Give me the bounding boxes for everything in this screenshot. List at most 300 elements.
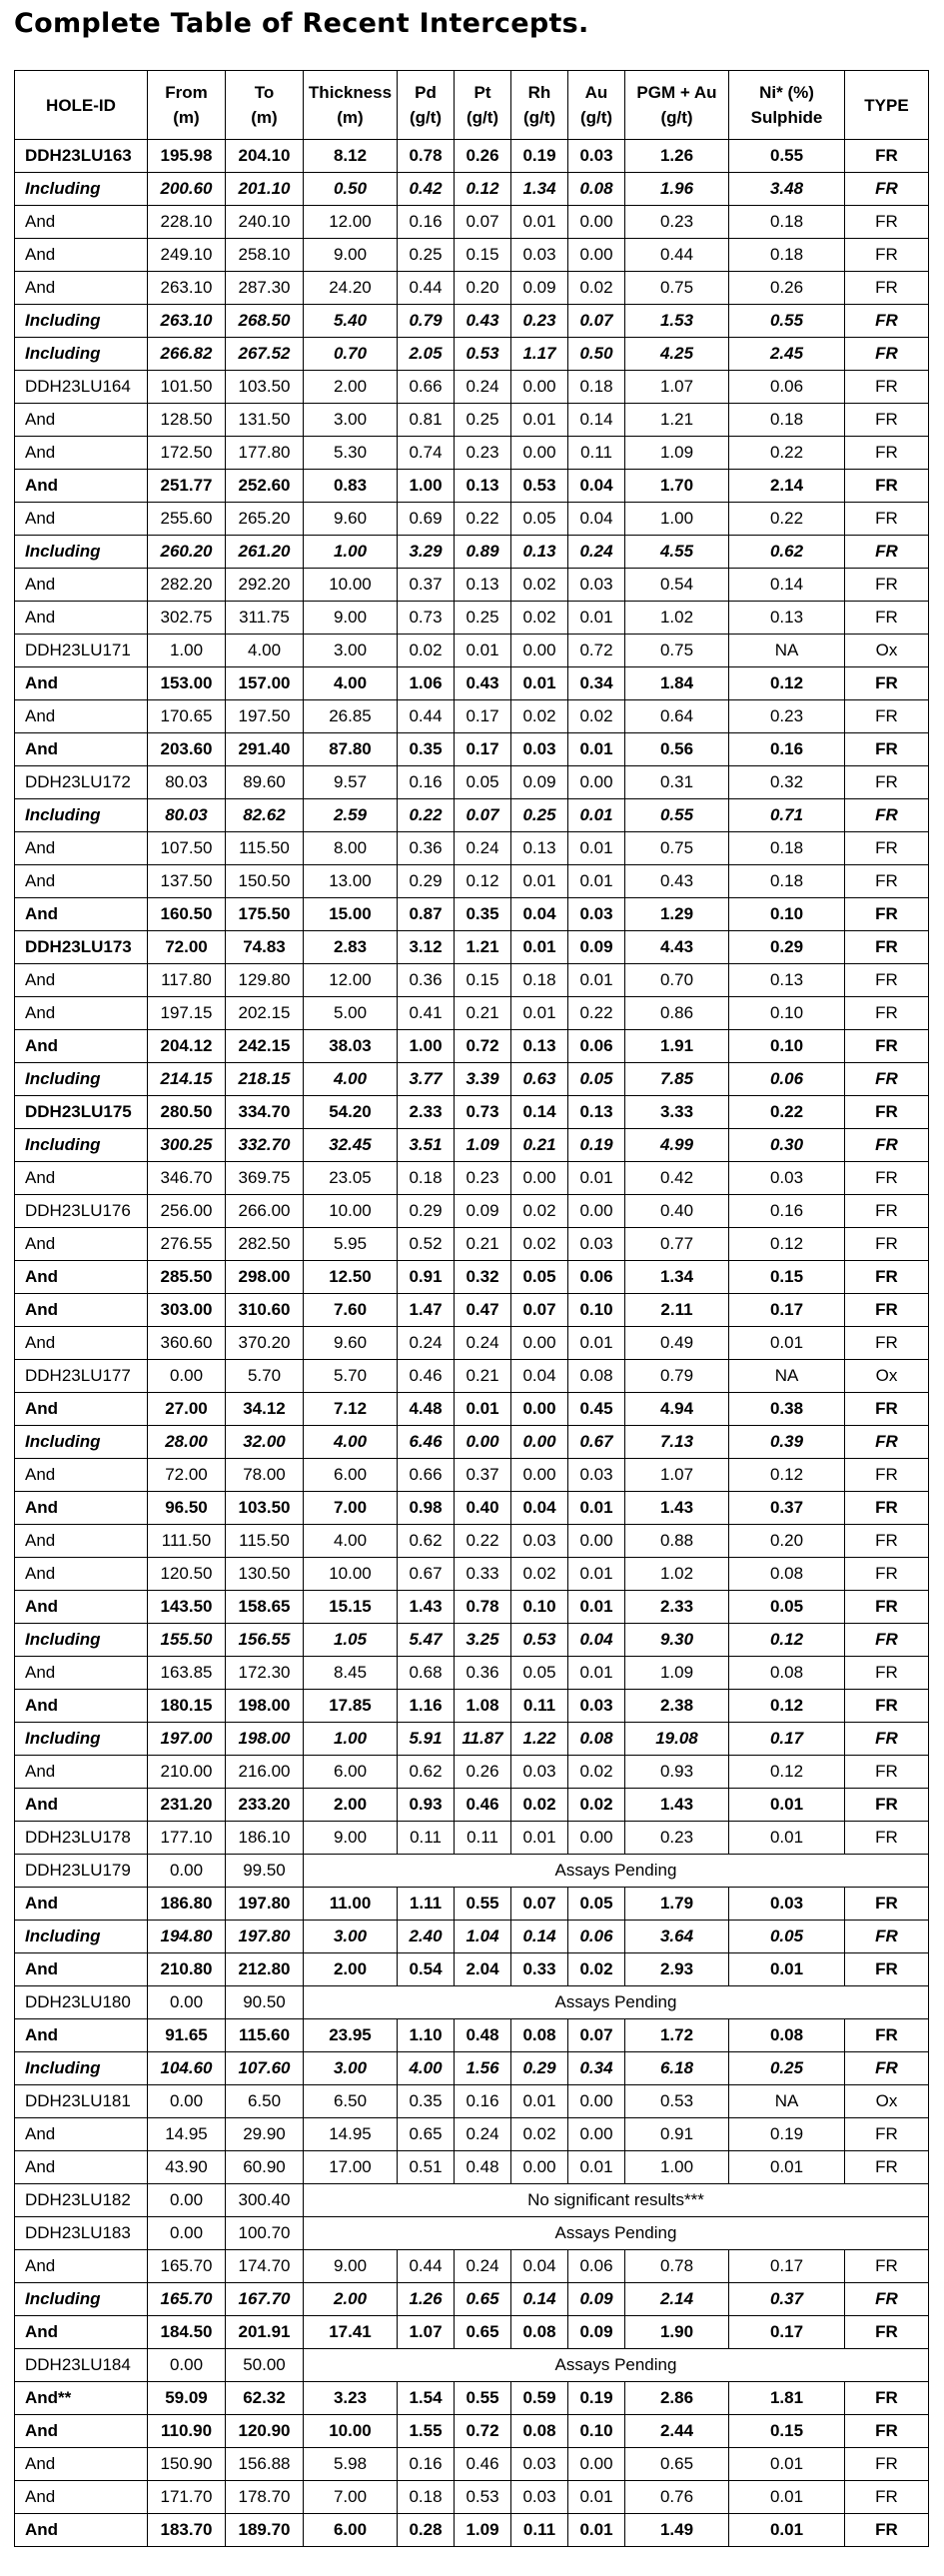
table-cell: 0.22: [398, 799, 455, 832]
table-cell: 104.60: [148, 2052, 226, 2085]
table-cell: 0.98: [398, 1492, 455, 1525]
hole-id-cell: And: [15, 733, 148, 766]
table-cell: 2.00: [304, 371, 398, 404]
column-header: [455, 71, 511, 140]
table-cell: 177.10: [148, 1822, 226, 1855]
table-cell: 1.05: [304, 1624, 398, 1657]
table-cell: 0.01: [568, 865, 625, 898]
table-cell: 242.15: [226, 1030, 304, 1063]
table-cell: 0.01: [729, 1789, 845, 1822]
hole-id-cell: And: [15, 1492, 148, 1525]
table-cell: 0.44: [625, 239, 729, 272]
table-cell: 0.19: [568, 2382, 625, 2415]
table-row: [15, 2349, 929, 2382]
table-cell: FR: [845, 1558, 929, 1591]
table-cell: FR: [845, 1624, 929, 1657]
table-cell: 14.95: [304, 2118, 398, 2151]
table-cell: 0.79: [398, 305, 455, 338]
table-cell: 0.51: [398, 2151, 455, 2184]
table-cell: 0.43: [455, 305, 511, 338]
table-row: [15, 1393, 929, 1426]
table-cell: 0.09: [511, 766, 568, 799]
table-cell: 24.20: [304, 272, 398, 305]
table-cell: 0.01: [568, 733, 625, 766]
table-cell: 0.04: [568, 1624, 625, 1657]
hole-id-cell: Including: [15, 2052, 148, 2085]
table-row: [15, 2514, 929, 2547]
table-cell: 0.13: [568, 1096, 625, 1129]
table-cell: 0.78: [625, 2250, 729, 2283]
table-cell: 0.35: [398, 2085, 455, 2118]
column-header-label: From: [165, 83, 208, 102]
table-cell: 1.07: [398, 2316, 455, 2349]
table-cell: 50.00: [226, 2349, 304, 2382]
table-cell: 0.67: [568, 1426, 625, 1459]
table-cell: 0.03: [511, 1756, 568, 1789]
column-header-label: Pt: [473, 83, 491, 102]
status-note-cell: Assays Pending: [304, 2349, 929, 2382]
table-row: [15, 635, 929, 667]
table-cell: 2.86: [625, 2382, 729, 2415]
table-cell: 0.87: [398, 898, 455, 931]
table-cell: 0.01: [729, 2151, 845, 2184]
table-cell: FR: [845, 1921, 929, 1953]
table-cell: 0.16: [398, 766, 455, 799]
table-cell: FR: [845, 1129, 929, 1162]
table-cell: 0.01: [568, 799, 625, 832]
table-row: [15, 470, 929, 503]
table-cell: FR: [845, 569, 929, 602]
table-cell: 0.07: [511, 1294, 568, 1327]
column-header-label: PGM + Au: [636, 83, 717, 102]
table-cell: 131.50: [226, 404, 304, 437]
table-cell: 1.07: [625, 1459, 729, 1492]
table-cell: 0.03: [511, 1525, 568, 1558]
column-header: [625, 71, 729, 140]
table-cell: 0.23: [455, 437, 511, 470]
table-cell: 1.43: [625, 1492, 729, 1525]
table-cell: 80.03: [148, 766, 226, 799]
table-cell: 2.00: [304, 1789, 398, 1822]
table-cell: 203.60: [148, 733, 226, 766]
table-cell: 5.00: [304, 997, 398, 1030]
table-row: [15, 1723, 929, 1756]
table-cell: 103.50: [226, 371, 304, 404]
table-cell: FR: [845, 1492, 929, 1525]
table-cell: 0.33: [455, 1558, 511, 1591]
table-cell: 303.00: [148, 1294, 226, 1327]
table-cell: 0.54: [625, 569, 729, 602]
hole-id-cell: And: [15, 667, 148, 700]
hole-id-cell: And: [15, 1591, 148, 1624]
table-cell: 0.17: [729, 1294, 845, 1327]
table-cell: 0.62: [398, 1756, 455, 1789]
hole-id-cell: And: [15, 2250, 148, 2283]
column-header: [15, 71, 148, 140]
table-cell: 0.00: [568, 1525, 625, 1558]
table-cell: 302.75: [148, 602, 226, 635]
table-row: [15, 1426, 929, 1459]
table-cell: 0.40: [625, 1195, 729, 1228]
table-cell: 0.23: [729, 700, 845, 733]
table-cell: 0.03: [568, 1690, 625, 1723]
table-cell: 298.00: [226, 1261, 304, 1294]
table-cell: FR: [845, 2316, 929, 2349]
table-cell: 0.05: [455, 766, 511, 799]
hole-id-cell: DDH23LU164: [15, 371, 148, 404]
table-cell: 0.24: [568, 536, 625, 569]
table-cell: FR: [845, 305, 929, 338]
hole-id-cell: DDH23LU178: [15, 1822, 148, 1855]
table-cell: 1.07: [625, 371, 729, 404]
table-cell: 1.00: [398, 470, 455, 503]
column-header: [511, 71, 568, 140]
table-cell: 216.00: [226, 1756, 304, 1789]
hole-id-cell: Including: [15, 1426, 148, 1459]
hole-id-cell: And: [15, 2118, 148, 2151]
table-row: [15, 2217, 929, 2250]
table-cell: 2.05: [398, 338, 455, 371]
table-cell: 0.44: [398, 2250, 455, 2283]
table-cell: 1.55: [398, 2415, 455, 2448]
table-cell: 17.41: [304, 2316, 398, 2349]
table-cell: 1.53: [625, 305, 729, 338]
table-cell: 0.65: [625, 2448, 729, 2481]
table-cell: 1.00: [625, 2151, 729, 2184]
hole-id-cell: And: [15, 1525, 148, 1558]
table-cell: 0.17: [455, 733, 511, 766]
table-cell: 184.50: [148, 2316, 226, 2349]
table-cell: NA: [729, 635, 845, 667]
column-header-label: (g/t): [579, 108, 613, 127]
table-cell: 0.30: [729, 1129, 845, 1162]
table-cell: FR: [845, 1953, 929, 1986]
table-cell: 0.05: [729, 1591, 845, 1624]
table-cell: 32.45: [304, 1129, 398, 1162]
table-cell: 72.00: [148, 931, 226, 964]
table-cell: 0.00: [511, 1393, 568, 1426]
table-cell: 0.00: [455, 1426, 511, 1459]
table-cell: FR: [845, 437, 929, 470]
table-cell: 0.22: [455, 1525, 511, 1558]
table-row: [15, 1459, 929, 1492]
table-cell: 1.54: [398, 2382, 455, 2415]
table-cell: 28.00: [148, 1426, 226, 1459]
table-cell: 0.01: [568, 832, 625, 865]
hole-id-cell: And: [15, 865, 148, 898]
table-row: [15, 1591, 929, 1624]
table-cell: 0.49: [625, 1327, 729, 1360]
table-cell: 80.03: [148, 799, 226, 832]
table-cell: 218.15: [226, 1063, 304, 1096]
table-cell: 0.32: [455, 1261, 511, 1294]
table-row: [15, 1789, 929, 1822]
table-cell: 0.02: [568, 1756, 625, 1789]
table-cell: 2.33: [625, 1591, 729, 1624]
table-cell: 155.50: [148, 1624, 226, 1657]
hole-id-cell: Including: [15, 1921, 148, 1953]
table-cell: 115.50: [226, 832, 304, 865]
table-cell: 0.02: [511, 2118, 568, 2151]
table-cell: 3.64: [625, 1921, 729, 1953]
table-cell: FR: [845, 1888, 929, 1921]
table-cell: 0.62: [398, 1525, 455, 1558]
table-cell: 0.16: [398, 206, 455, 239]
table-cell: 311.75: [226, 602, 304, 635]
table-cell: 0.48: [455, 2019, 511, 2052]
table-cell: FR: [845, 1261, 929, 1294]
table-cell: FR: [845, 2250, 929, 2283]
table-cell: 178.70: [226, 2481, 304, 2514]
table-cell: 0.14: [568, 404, 625, 437]
table-cell: 0.21: [455, 1228, 511, 1261]
table-body: [15, 140, 929, 2547]
table-cell: 10.00: [304, 569, 398, 602]
table-cell: 0.46: [455, 1789, 511, 1822]
table-cell: 186.10: [226, 1822, 304, 1855]
table-cell: 4.00: [304, 667, 398, 700]
table-cell: 0.02: [511, 602, 568, 635]
table-cell: 29.90: [226, 2118, 304, 2151]
table-cell: 0.15: [455, 239, 511, 272]
table-cell: 300.25: [148, 1129, 226, 1162]
table-cell: FR: [845, 832, 929, 865]
hole-id-cell: DDH23LU183: [15, 2217, 148, 2250]
table-cell: 1.10: [398, 2019, 455, 2052]
table-cell: 0.01: [568, 602, 625, 635]
table-cell: 17.00: [304, 2151, 398, 2184]
table-cell: 0.08: [568, 1360, 625, 1393]
table-cell: 0.19: [568, 1129, 625, 1162]
table-cell: FR: [845, 1525, 929, 1558]
table-cell: 5.98: [304, 2448, 398, 2481]
table-cell: 12.50: [304, 1261, 398, 1294]
table-cell: 0.10: [729, 898, 845, 931]
table-cell: 0.06: [568, 1261, 625, 1294]
table-cell: 172.50: [148, 437, 226, 470]
table-cell: FR: [845, 2019, 929, 2052]
hole-id-cell: And: [15, 964, 148, 997]
table-cell: 0.04: [511, 1360, 568, 1393]
table-cell: 0.15: [455, 964, 511, 997]
table-cell: 117.80: [148, 964, 226, 997]
table-cell: 0.01: [511, 667, 568, 700]
table-cell: 0.18: [511, 964, 568, 997]
table-cell: 6.00: [304, 1459, 398, 1492]
table-cell: FR: [845, 1393, 929, 1426]
table-cell: 0.73: [455, 1096, 511, 1129]
table-cell: 1.91: [625, 1030, 729, 1063]
table-cell: 54.20: [304, 1096, 398, 1129]
column-header: [729, 71, 845, 140]
table-row: [15, 2316, 929, 2349]
table-row: [15, 1558, 929, 1591]
table-cell: 0.06: [568, 1030, 625, 1063]
table-cell: 0.72: [455, 1030, 511, 1063]
table-cell: 11.00: [304, 1888, 398, 1921]
table-cell: 0.02: [568, 1953, 625, 1986]
table-cell: FR: [845, 1723, 929, 1756]
table-cell: 4.00: [304, 1063, 398, 1096]
table-cell: 0.16: [398, 2448, 455, 2481]
table-cell: 0.24: [455, 1327, 511, 1360]
hole-id-cell: And: [15, 602, 148, 635]
table-cell: 0.09: [568, 2283, 625, 2316]
table-cell: 0.03: [568, 1228, 625, 1261]
table-cell: 3.12: [398, 931, 455, 964]
table-cell: 0.29: [398, 1195, 455, 1228]
table-cell: 180.15: [148, 1690, 226, 1723]
table-cell: 0.70: [304, 338, 398, 371]
hole-id-cell: DDH23LU182: [15, 2184, 148, 2217]
table-cell: 2.04: [455, 1953, 511, 1986]
table-cell: FR: [845, 997, 929, 1030]
table-cell: Ox: [845, 1360, 929, 1393]
table-cell: 0.01: [511, 404, 568, 437]
table-cell: 0.08: [511, 2316, 568, 2349]
table-cell: 107.60: [226, 2052, 304, 2085]
table-row: [15, 2085, 929, 2118]
table-cell: 0.36: [455, 1657, 511, 1690]
table-row: [15, 2448, 929, 2481]
table-cell: 0.00: [148, 1855, 226, 1888]
hole-id-cell: And: [15, 1294, 148, 1327]
table-cell: FR: [845, 1327, 929, 1360]
column-header: [398, 71, 455, 140]
table-cell: 1.11: [398, 1888, 455, 1921]
table-cell: 0.00: [148, 2184, 226, 2217]
table-cell: 0.15: [729, 1261, 845, 1294]
column-header: [226, 71, 304, 140]
table-cell: 0.10: [729, 1030, 845, 1063]
table-cell: 1.02: [625, 602, 729, 635]
table-cell: 0.10: [568, 2415, 625, 2448]
table-cell: 0.01: [568, 1327, 625, 1360]
hole-id-cell: And: [15, 1888, 148, 1921]
table-cell: 0.44: [398, 272, 455, 305]
column-header-label: Pd: [415, 83, 437, 102]
table-cell: 0.01: [455, 635, 511, 667]
table-row: [15, 1228, 929, 1261]
table-cell: FR: [845, 272, 929, 305]
table-row: [15, 2118, 929, 2151]
table-cell: 252.60: [226, 470, 304, 503]
table-cell: 0.07: [455, 799, 511, 832]
table-cell: 115.50: [226, 1525, 304, 1558]
table-cell: 0.22: [729, 1096, 845, 1129]
table-cell: FR: [845, 898, 929, 931]
table-cell: 7.00: [304, 2481, 398, 2514]
table-cell: FR: [845, 503, 929, 536]
table-cell: 0.06: [729, 371, 845, 404]
table-cell: 0.63: [511, 1063, 568, 1096]
table-cell: 0.00: [568, 239, 625, 272]
table-cell: 228.10: [148, 206, 226, 239]
table-cell: 0.01: [568, 2481, 625, 2514]
table-cell: 0.72: [568, 635, 625, 667]
table-cell: 103.50: [226, 1492, 304, 1525]
table-header: [15, 71, 929, 140]
table-cell: 2.00: [304, 1953, 398, 1986]
table-cell: 197.15: [148, 997, 226, 1030]
table-cell: 0.07: [455, 206, 511, 239]
table-cell: 0.12: [729, 667, 845, 700]
table-cell: 90.50: [226, 1986, 304, 2019]
table-cell: 5.70: [226, 1360, 304, 1393]
hole-id-cell: And: [15, 437, 148, 470]
table-cell: 0.02: [568, 1789, 625, 1822]
hole-id-cell: And: [15, 1459, 148, 1492]
table-cell: 1.21: [455, 931, 511, 964]
table-cell: 0.00: [568, 1822, 625, 1855]
table-cell: 0.02: [568, 700, 625, 733]
table-cell: 0.08: [729, 2019, 845, 2052]
hole-id-cell: DDH23LU180: [15, 1986, 148, 2019]
table-row: [15, 1294, 929, 1327]
table-cell: 0.05: [511, 503, 568, 536]
table-cell: 0.41: [398, 997, 455, 1030]
table-cell: 212.80: [226, 1953, 304, 1986]
hole-id-cell: And: [15, 997, 148, 1030]
table-cell: 194.80: [148, 1921, 226, 1953]
table-cell: 150.90: [148, 2448, 226, 2481]
table-cell: 268.50: [226, 305, 304, 338]
table-cell: 0.91: [398, 1261, 455, 1294]
table-cell: 0.08: [511, 2415, 568, 2448]
table-row: [15, 338, 929, 371]
table-cell: 8.00: [304, 832, 398, 865]
hole-id-cell: Including: [15, 305, 148, 338]
table-cell: 0.25: [398, 239, 455, 272]
table-cell: 0.01: [568, 1492, 625, 1525]
table-cell: 1.09: [625, 1657, 729, 1690]
table-cell: 2.59: [304, 799, 398, 832]
table-row: [15, 239, 929, 272]
table-cell: 0.81: [398, 404, 455, 437]
table-cell: 0.29: [398, 865, 455, 898]
table-cell: 4.94: [625, 1393, 729, 1426]
table-cell: 137.50: [148, 865, 226, 898]
table-cell: 0.18: [398, 1162, 455, 1195]
table-cell: 0.09: [568, 931, 625, 964]
table-cell: 0.09: [511, 272, 568, 305]
column-header-label: Thickness: [308, 83, 393, 102]
table-cell: 1.04: [455, 1921, 511, 1953]
table-cell: 0.25: [455, 602, 511, 635]
table-cell: 300.40: [226, 2184, 304, 2217]
table-cell: 0.03: [568, 898, 625, 931]
table-cell: 0.02: [511, 1228, 568, 1261]
table-cell: 0.75: [625, 832, 729, 865]
hole-id-cell: And: [15, 404, 148, 437]
table-cell: 0.19: [511, 140, 568, 173]
table-cell: 0.11: [455, 1822, 511, 1855]
table-cell: 3.23: [304, 2382, 398, 2415]
table-cell: 0.72: [455, 2415, 511, 2448]
table-cell: 0.21: [511, 1129, 568, 1162]
table-cell: 0.01: [511, 865, 568, 898]
table-cell: 7.00: [304, 1492, 398, 1525]
table-cell: 0.22: [729, 437, 845, 470]
table-cell: 0.03: [568, 569, 625, 602]
table-cell: 0.24: [398, 1327, 455, 1360]
table-cell: 0.02: [511, 1789, 568, 1822]
table-cell: 0.93: [398, 1789, 455, 1822]
table-cell: 0.53: [455, 338, 511, 371]
table-cell: 0.00: [511, 437, 568, 470]
table-cell: FR: [845, 1756, 929, 1789]
table-cell: 0.39: [729, 1426, 845, 1459]
